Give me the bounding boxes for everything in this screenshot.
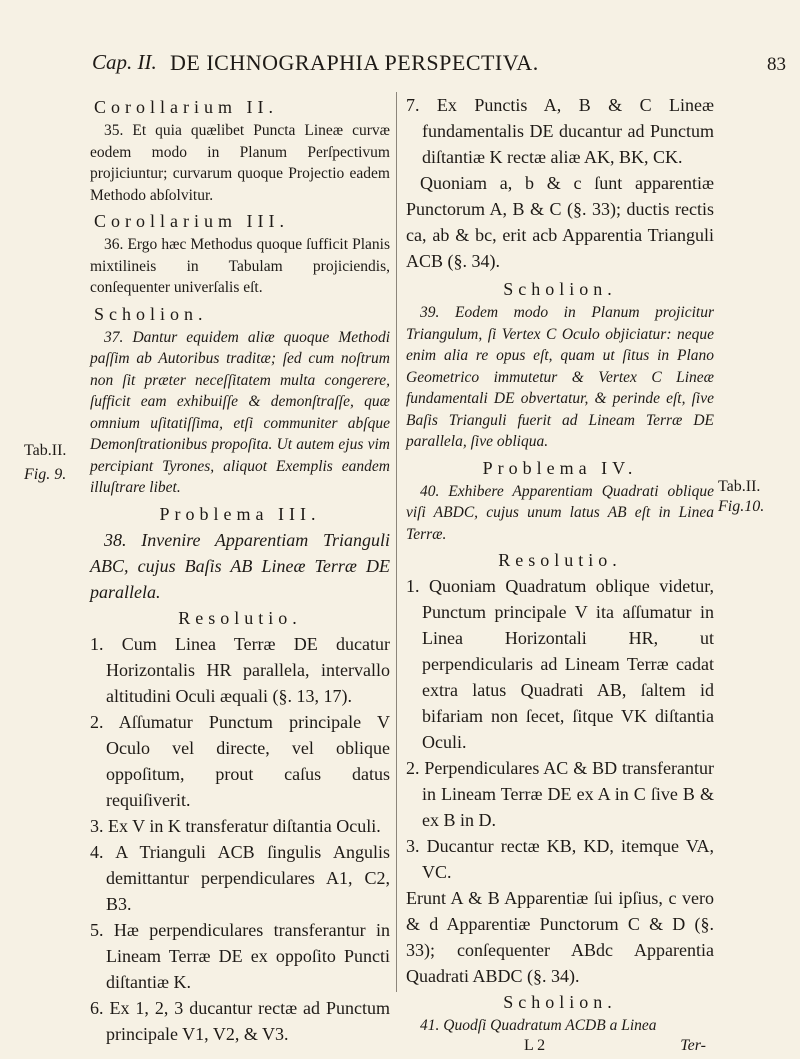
resolutio-step: 3. Ducantur rectæ KB, KD, itemque VA, VC. <box>406 836 714 882</box>
corollarium-3-heading: Corollarium III. <box>94 211 289 231</box>
paragraph-7: 7. Ex Punctis A, B & C Lineæ fundamentalis DE ducantur ad Punctum diſtantiæ K rectæ aliæ AK, BK, CK. <box>406 95 714 167</box>
margin-fig-right: Fig.10. <box>718 498 765 515</box>
resolutio-step: 1. Cum Linea Terræ DE ducatur Horizontalis HR parallela, intervallo altitudini Oculi æquali (§. 13, 17). <box>90 633 390 706</box>
problema-4-heading: Problema IV. <box>482 457 638 478</box>
erunt-paragraph: Erunt A & B Apparentiæ ſui ipſius, c vero & d Apparentiæ Punctorum C & D (§. 33); conſequenter ABdc Apparentia Quadrati ABDC (§. 34). <box>406 888 714 986</box>
margin-fig-left: Fig. 9. <box>24 466 67 483</box>
paragraph-39: 39. Eodem modo in Planum projicitur Triangulum, ſi Vertex C Oculo objiciatur: neque enim alia re opus eſt, quam ut ſitus in Plano Geometrico immutetur & Vertex C Lineæ fundamentali DE obvertatur, & perinde eſt, ſive Baſis Trianguli fuerit ad Lineam Terræ DE parallela, ſive obliqua. <box>406 304 714 450</box>
margin-tab-right: Tab.II. <box>718 478 761 495</box>
paragraph-36: 36. Ergo hæc Methodus quoque ſufficit Planis mixtilineis in Tabulam projiciendis, conſequenter univerſalis eſt. <box>90 236 390 296</box>
scholion-heading: Scholion. <box>503 279 617 299</box>
quoniam-paragraph: Quoniam a, b & c ſunt apparentiæ Punctorum A, B & C (§. 33); ductis rectis ca, ab & bc, erit acb Apparentia Trianguli ACB (§. 34). <box>406 173 714 271</box>
signature-mark: L 2 <box>524 1036 546 1054</box>
resolutio-step: 5. Hæ perpendiculares transferantur in Lineam Terræ DE ex oppoſito Puncti diſtantiæ K. <box>90 919 390 992</box>
paragraph-41: 41. Quodſi Quadratum ACDB a Linea <box>420 1017 657 1034</box>
paragraph-40: 40. Exhibere Apparentiam Quadrati oblique viſi ABDC, cujus unum latus AB eſt in Linea Terræ. <box>406 482 714 543</box>
resolutio-heading: Resolutio. <box>498 550 622 570</box>
paragraph-38: 38. Invenire Apparentiam Trianguli ABC, cujus Baſis AB Lineæ Terræ DE parallela. <box>90 529 390 602</box>
running-title: DE ICHNOGRAPHIA PERSPECTIVA. <box>170 50 539 75</box>
running-header <box>0 50 800 84</box>
paragraph-37: 37. Dantur equidem aliæ quoque Methodi paſſim ab Autoribus traditæ; ſed cum noſtrum non ſit præter neceſſitatem multa congerere, ſufficit eam exhibuiſſe & demonſtraſſe, quæ omnium uſitatiſſima, etſi communiter abſque Demonſtrationibus propoſita. Ut autem ejus vim percipiant Tyrones, aliquot Exemplis eandem illuſtrare libet. <box>90 328 390 496</box>
resolutio-step: 2. Perpendiculares AC & BD transferantur in Lineam Terræ DE ex A in C ſive B & ex B in D. <box>406 758 714 830</box>
resolutio-step: 3. Ex V in K transferatur diſtantia Oculi. <box>90 815 381 836</box>
resolutio-step: 2. Aſſumatur Punctum principale V Oculo vel directe, vel oblique oppoſitum, prout caſus datus requiſiverit. <box>90 711 390 810</box>
resolutio-step: 6. Ex 1, 2, 3 ducantur rectæ ad Punctum principale V1, V2, & V3. <box>90 997 390 1044</box>
page-footer <box>406 1037 714 1059</box>
corollarium-2-heading: Corollarium II. <box>94 97 278 117</box>
page-number: 83 <box>767 54 786 75</box>
left-column <box>90 92 390 1047</box>
column-divider <box>396 92 397 992</box>
resolutio-heading: Resolutio. <box>178 607 302 628</box>
resolutio-step: 1. Quoniam Quadratum oblique videtur, Punctum principale V ita aſſumatur in Linea Horizontali HR, ut perpendicularis ad Lineam Terræ cadat extra latus Quadrati AB, ſaltem id bifariam non ſecet, ſitque VK diſtantia Oculi. <box>406 576 714 752</box>
paragraph-35: 35. Et quia quælibet Puncta Lineæ curvæ eodem modo in Planum Perſpectivum projiciuntur; curvarum quoque Projectio eadem Methodo abſolvitur. <box>90 122 390 204</box>
margin-tab-left: Tab.II. <box>24 442 67 459</box>
scholion-heading: Scholion. <box>94 303 208 324</box>
chapter-label: Cap. II. <box>92 50 157 74</box>
scholion-heading: Scholion. <box>503 992 617 1012</box>
right-column <box>406 92 714 1059</box>
problema-3-heading: Problema III. <box>159 503 321 524</box>
resolutio-step: 4. A Trianguli ACB ſingulis Angulis demittantur perpendiculares A1, C2, B3. <box>90 841 390 914</box>
catchword: Ter- <box>680 1036 706 1054</box>
